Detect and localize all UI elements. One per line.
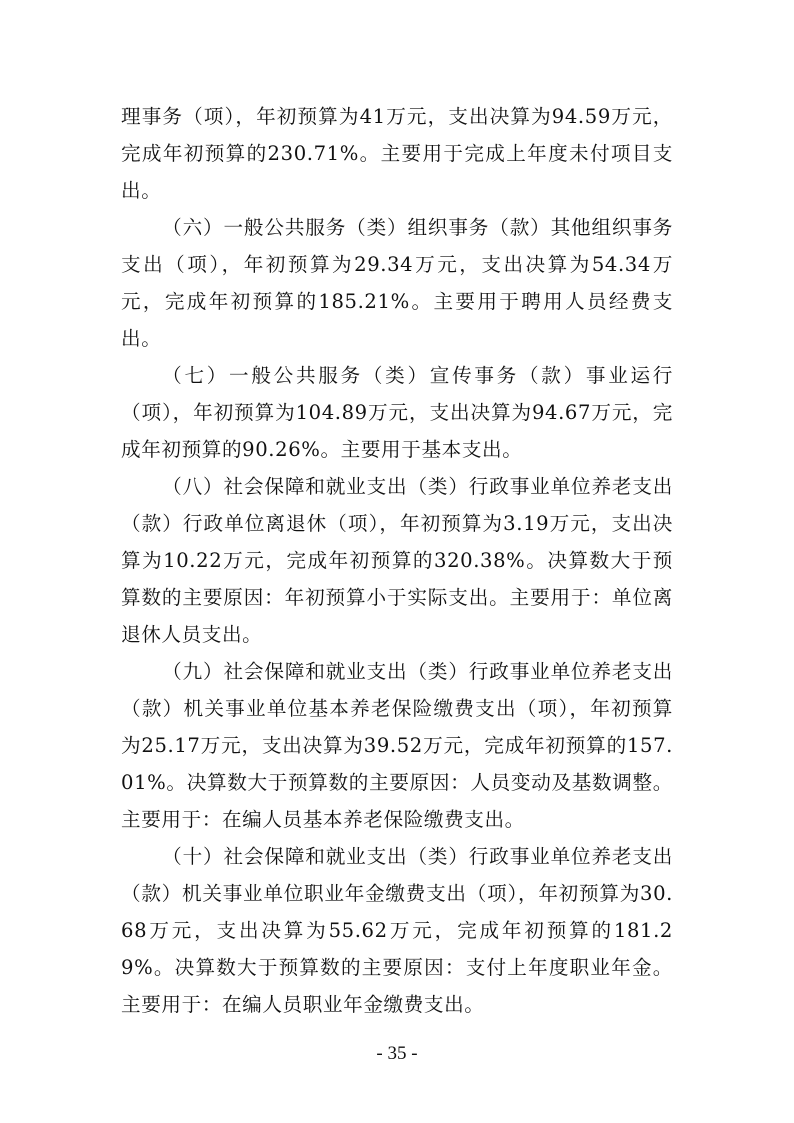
paragraph-item-6: （六）一般公共服务（类）组织事务（款）其他组织事务支出（项），年初预算为29.34万元，支出决算为54.34万元，完成年初预算的185.21%。主要用于聘用人员经费支出。 [121, 216, 673, 350]
paragraph-item-8: （八）社会保障和就业支出（类）行政事业单位养老支出（款）行政单位离退休（项），年初预算为3.19万元，支出决算为10.22万元，完成年初预算的320.38%。决算数大于预算数的主要原因：年初预算小于实际支出。主要用于：单位离退休人员支出。 [121, 475, 673, 646]
document-body [121, 98, 673, 1023]
paragraph-item-7: （七）一般公共服务（类）宣传事务（款）事业运行（项），年初预算为104.89万元，支出决算为94.67万元，完成年初预算的90.26%。主要用于基本支出。 [121, 364, 673, 461]
paragraph-continuation: 理事务（项），年初预算为41万元，支出决算为94.59万元，完成年初预算的230.71%。主要用于完成上年度未付项目支出。 [121, 105, 673, 202]
paragraph-item-9: （九）社会保障和就业支出（类）行政事业单位养老支出（款）机关事业单位基本养老保险缴费支出（项），年初预算为25.17万元，支出决算为39.52万元，完成年初预算的157.01%。决算数大于预算数的主要原因：人员变动及基数调整。主要用于：在编人员基本养老保险缴费支出。 [121, 660, 673, 831]
paragraph-item-10: （十）社会保障和就业支出（类）行政事业单位养老支出（款）机关事业单位职业年金缴费支出（项），年初预算为30.68万元，支出决算为55.62万元，完成年初预算的181.29%。决算数大于预算数的主要原因：支付上年度职业年金。主要用于：在编人员职业年金缴费支出。 [121, 845, 673, 1016]
page-number: - 35 - [376, 1043, 418, 1064]
